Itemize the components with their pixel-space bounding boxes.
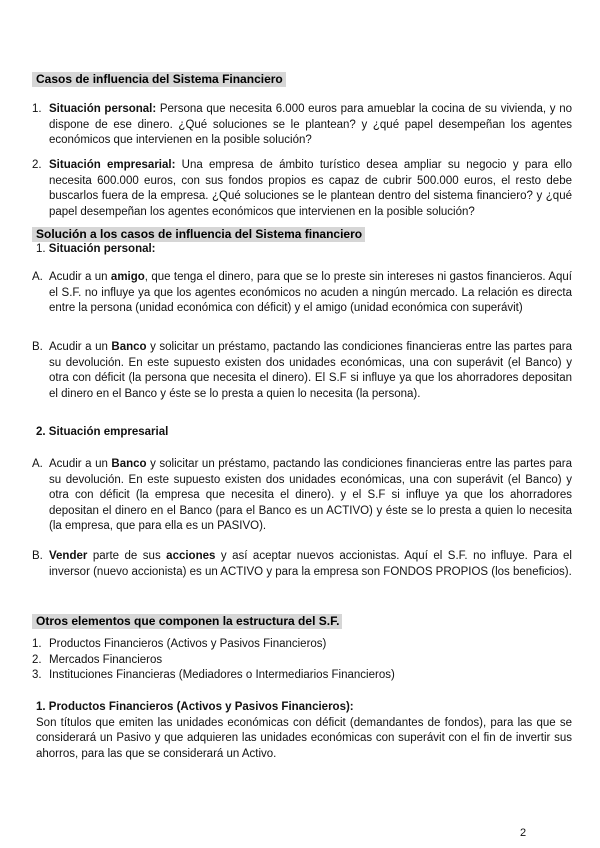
option-item — [32, 457, 572, 535]
case-text: Una empresa de ámbito turístico desea ampliar su negocio y para ello necesita 600.000 euros, con sus fondos propios es capaz de cubrir 500.000 euros, el resto debe buscarlos fuera de la empresa. ¿Qué soluciones se le plantean dentro del sistema financiero? y ¿qué papel desempeñan los agentes económicos que intervienen en la posible solución? — [49, 159, 573, 218]
list-item — [32, 653, 572, 669]
productos-text: Son títulos que emiten las unidades económicas con déficit (demandantes de fondos), para las que se considerará un Pasivo y que adquieren las unidades económicas con superávit con el fin de invertir sus ahorros, para las que se considerará un Activo. — [36, 716, 572, 760]
section-heading-otros — [32, 614, 572, 631]
case-item-personal — [32, 102, 572, 149]
option-marker: B. — [32, 341, 43, 353]
option-bold-vender: Vender — [49, 550, 88, 562]
subheading-title: Situación empresarial — [48, 426, 169, 438]
cases-list — [32, 102, 572, 149]
option-text-post: y así aceptar nuevos accionistas. Aquí el S.F. no influye. Para el inversor (nuevo accionista) es un ACTIVO y para la empresa son FONDOS PROPIOS (los beneficios). — [49, 550, 572, 578]
option-marker: A. — [32, 271, 43, 283]
page-number: 2 — [520, 827, 527, 839]
option-item — [32, 549, 572, 580]
list-text: Mercados Financieros — [49, 653, 163, 666]
empresarial-option-b — [32, 549, 572, 580]
list-text: Instituciones Financieras (Mediadores o Intermediarios Financieros) — [49, 669, 395, 682]
case-item-empresarial — [32, 158, 572, 220]
case-number: 2. — [32, 159, 42, 171]
list-number: 1. — [32, 638, 42, 650]
option-text-pre: Acudir a un — [49, 271, 111, 283]
case-title: Situación personal: — [49, 103, 157, 115]
option-bold: amigo — [110, 271, 145, 283]
option-bold: Banco — [111, 458, 147, 470]
option-item — [32, 270, 572, 317]
productos-title: 1. Productos Financieros (Activos y Pasivos Financieros): — [36, 701, 354, 713]
case-text: Persona que necesita 6.000 euros para amueblar la cocina de su vivienda, y no dispone de ese dinero. ¿Qué soluciones se le plantean? y ¿qué papel desempeñan los agentes económicos que intervienen en la posible solución? — [49, 103, 572, 147]
list-text: Productos Financieros (Activos y Pasivos Financieros) — [49, 638, 327, 650]
empresarial-option-a — [32, 457, 572, 535]
personal-option-b — [32, 340, 572, 402]
cases-list-2 — [32, 158, 572, 220]
case-number: 1. — [32, 103, 42, 115]
heading-casos-text: Casos de influencia del Sistema Financiero — [32, 72, 286, 87]
section-heading-casos — [32, 72, 572, 89]
list-number: 3. — [32, 669, 42, 682]
option-text-post: y solicitar un préstamo, pactando las condiciones financieras entre las partes para su devolución. En este supuesto existen dos unidades económicas, una con superávit (el Banco) y otra con déficit (la persona que necesita el dinero). El S.F si influye ya que los ahorradores depositan el dinero en el Banco y éste se lo presta a quien lo necesita (la persona). — [49, 341, 572, 400]
option-text-pre: Acudir a un — [49, 458, 112, 470]
option-bold-acciones: acciones — [166, 550, 216, 562]
list-item — [32, 668, 572, 684]
heading-solucion-text: Solución a los casos de influencia del Sistema financiero — [32, 227, 365, 242]
option-text-mid: parte de sus — [87, 550, 167, 562]
option-text-pre: Acudir a un — [49, 341, 112, 353]
subheading-title: Situación personal: — [48, 243, 156, 255]
option-text-post: y solicitar un préstamo, pactando las condiciones financieras entre las partes para su devolución. En este supuesto existen dos unidades económicas, una con superávit (el Banco) y otra con déficit (la empresa que necesita el dinero). y el S.F si influye ya que los ahorradores depositan el dinero en el Banco (para el Banco es un ACTIVO) y éste se lo presta a quien lo necesita (la empresa, que para ella es un PASIVO). — [49, 458, 572, 533]
option-marker: B. — [32, 550, 43, 562]
option-marker: A. — [32, 458, 43, 470]
option-item — [32, 340, 572, 402]
subheading-personal — [36, 242, 576, 258]
productos-section — [36, 700, 572, 762]
heading-otros-text: Otros elementos que componen la estructura del S.F. — [32, 614, 342, 629]
list-item — [32, 637, 572, 653]
elements-list — [32, 637, 572, 684]
list-number: 2. — [32, 653, 42, 666]
option-bold: Banco — [111, 341, 147, 353]
subheading-empresarial — [36, 425, 576, 441]
personal-option-a — [32, 270, 572, 317]
subheading-number: 1. — [36, 243, 46, 255]
subheading-number: 2. — [36, 426, 46, 438]
case-title: Situación empresarial: — [49, 159, 176, 171]
option-text-post: , que tenga el dinero, para que se lo preste sin intereses ni gastos financieros. Aquí el S.F. no influye ya que los agentes económicos no acuden a ningún mercado. La relación es directa entre la persona (unidad económica con déficit) y el amigo (unidad económica con superávit) — [49, 271, 572, 315]
